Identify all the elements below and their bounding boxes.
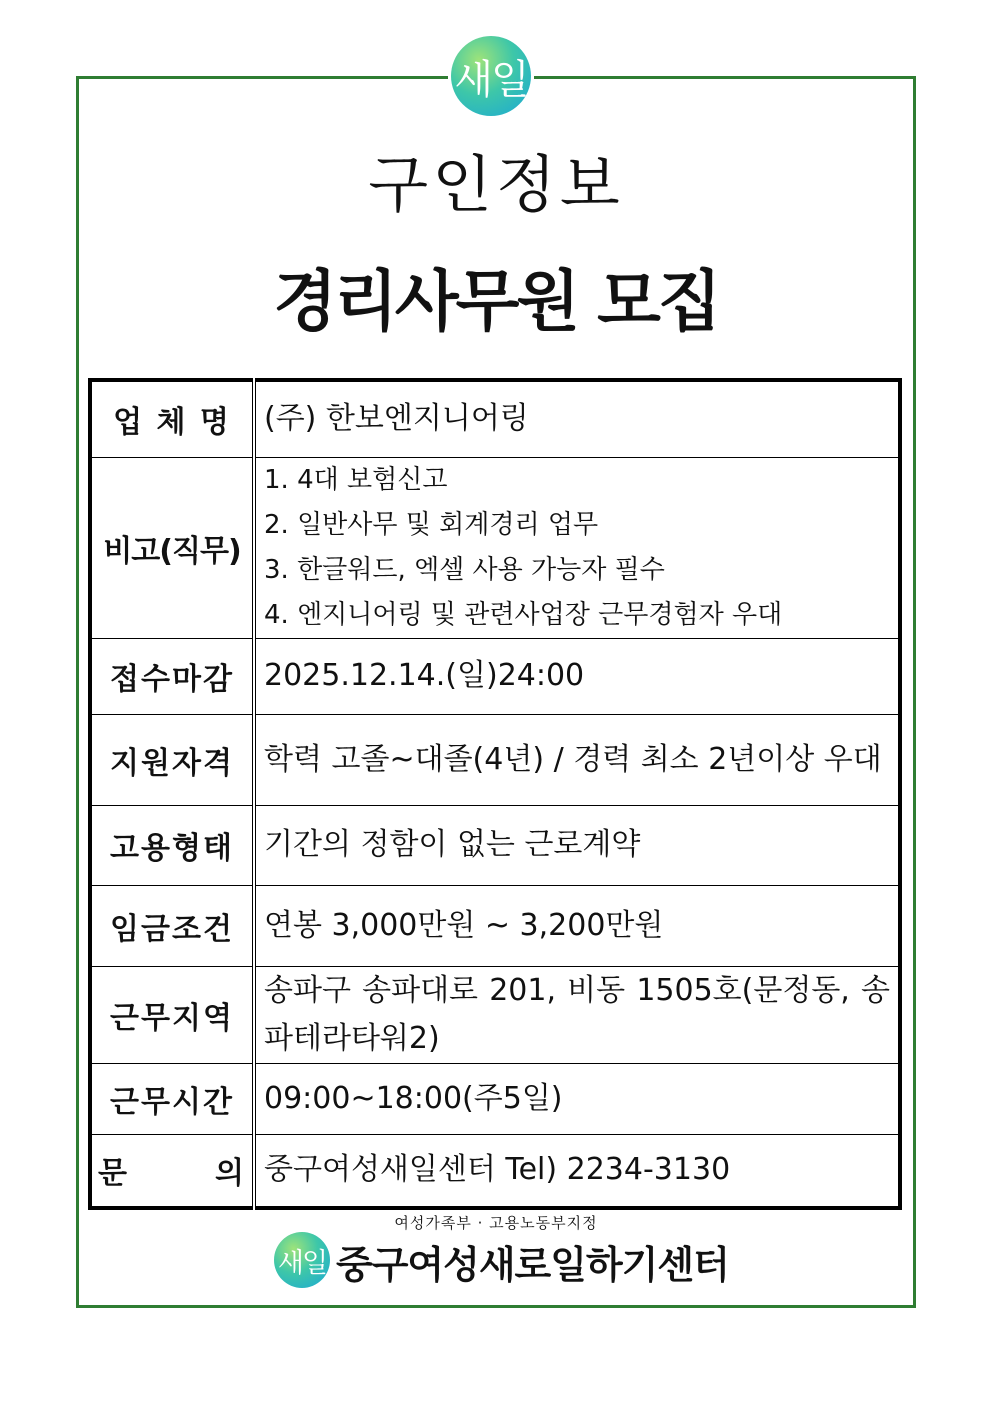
contact-label-right: 의: [215, 1156, 246, 1192]
contact-value: 중구여성새일센터 Tel) 2234-3130: [254, 1134, 900, 1208]
company-value: (주) 한보엔지니어링: [254, 380, 900, 457]
page-subtitle: 구인정보: [368, 148, 624, 221]
row-hours: [90, 1063, 900, 1134]
employment-label: 고용형태: [90, 805, 254, 885]
deadline-value: 2025.12.14.(일)24:00: [254, 638, 900, 714]
company-label: 업 체 명: [90, 380, 254, 457]
page-title: 경리사무원 모집: [273, 263, 719, 340]
row-location: [90, 966, 900, 1063]
duties-label: 비고(직무): [90, 457, 254, 638]
row-contact: [90, 1134, 900, 1208]
duties-list: [264, 458, 890, 638]
salary-value: 연봉 3,000만원 ~ 3,200만원: [254, 885, 900, 966]
duty-item: 3. 한글워드, 엑셀 사용 가능자 필수: [264, 554, 665, 585]
duties-value: [254, 457, 900, 638]
duty-item: 2. 일반사무 및 회계경리 업무: [264, 509, 599, 540]
row-employment: [90, 805, 900, 885]
row-salary: [90, 885, 900, 966]
contact-label-left: 문: [98, 1156, 129, 1192]
ministry-designation: 여성가족부 · 고용노동부지정: [394, 1214, 598, 1232]
saeil-logo-text: 새일: [454, 56, 528, 103]
deadline-label: 접수마감: [90, 638, 254, 714]
contact-label: [90, 1134, 254, 1208]
hours-value: 09:00~18:00(주5일): [254, 1063, 900, 1134]
saeil-logo-circle: [451, 36, 531, 116]
row-deadline: [90, 638, 900, 714]
duty-item: 4. 엔지니어링 및 관련사업장 근무경험자 우대: [264, 599, 783, 630]
hours-label: 근무시간: [90, 1063, 254, 1134]
duty-item: 1. 4대 보험신고: [264, 464, 448, 495]
row-company: [90, 380, 900, 457]
qualification-value: 학력 고졸~대졸(4년) / 경력 최소 2년이상 우대: [254, 714, 900, 805]
footer-logo-text: 새일: [277, 1247, 327, 1279]
footer-saeil-logo: [274, 1232, 330, 1288]
row-duties: [90, 457, 900, 638]
center-name: 중구여성새로일하기센터: [336, 1243, 729, 1287]
location-label: 근무지역: [90, 966, 254, 1063]
qualification-label: 지원자격: [90, 714, 254, 805]
saeil-logo: [448, 33, 534, 119]
job-info-table: [88, 378, 902, 1210]
location-value: 송파구 송파대로 201, 비동 1505호(문정동, 송파테라타워2): [254, 966, 900, 1063]
salary-label: 임금조건: [90, 885, 254, 966]
row-qualification: [90, 714, 900, 805]
employment-value: 기간의 정함이 없는 근로계약: [254, 805, 900, 885]
